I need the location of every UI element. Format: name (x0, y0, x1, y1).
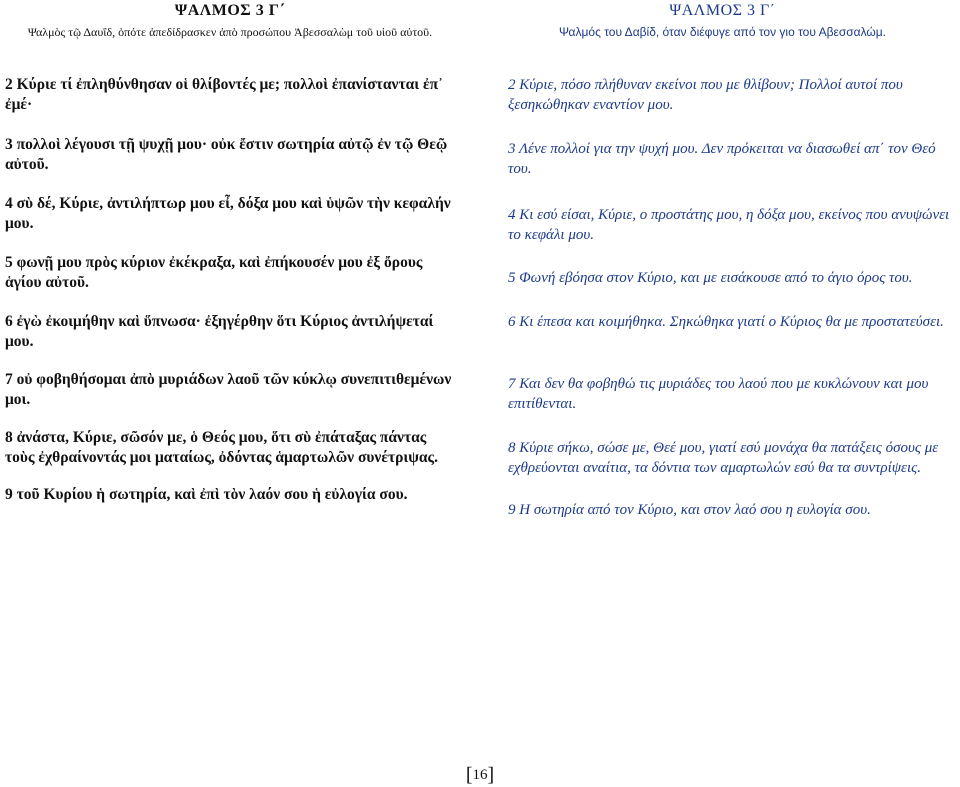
psalm-subtitle-ancient: Ψαλμὸς τῷ Δαυΐδ, ὁπότε ἀπεδίδρασκεν ἀπὸ προσώπου Ἀβεσσαλὼμ τοῦ υἱοῦ αὐτοῦ. (27, 25, 433, 39)
verse-7-ancient: 7 οὐ φοβηθήσομαι ἀπὸ μυριάδων λαοῦ τῶν κύκλῳ συνεπιτιθεμένων μοι. (5, 371, 452, 408)
psalm-title-ancient: ΨΑΛΜΟΣ 3 Γ΄ (174, 2, 286, 19)
psalm-subtitle-modern: Ψαλμός του Δαβίδ, όταν διέφυγε από τον γιο του Αβεσσαλώμ. (558, 25, 887, 39)
modern-greek-column (490, 0, 955, 518)
verse-6-ancient: 6 ἐγὼ ἐκοιμήθην καὶ ὕπνωσα· ἐξηγέρθην ὅτι Κύριος ἀντιλήψεταί μου. (5, 313, 434, 350)
verse-2-ancient: 2 Κύριε τί ἐπληθύνθησαν οἱ θλίβοντές με; πολλοὶ ἐπανίστανται ἐπ᾿ ἐμέ· (5, 76, 444, 113)
verse-2-modern: 2 Κύριε, πόσο πλήθυναν εκείνοι που με θλίβουν; Πολλοί αυτοί που ξεσηκώθηκαν εναντίον μου. (508, 77, 903, 113)
verse-8-ancient: 8 ἀνάστα, Κύριε, σῶσόν με, ὁ Θεός μου, ὅτι σὺ ἐπάταξας πάντας τοὺς ἐχθραίνοντάς μοι ματαίως, ὀδόντας ἁμαρτωλῶν συνέτριψας. (5, 429, 438, 466)
page-number-value: 16 (472, 767, 488, 783)
verse-4-ancient: 4 σὺ δέ, Κύριε, ἀντιλήπτωρ μου εἶ, δόξα μου καὶ ὑψῶν τὴν κεφαλήν μου. (5, 195, 451, 232)
verse-4-modern: 4 Κι εσύ είσαι, Κύριε, ο προστάτης μου, η δόξα μου, εκείνος που ανυψώνει το κεφάλι μου. (508, 207, 950, 243)
psalm-title-modern: ΨΑΛΜΟΣ 3 Γ΄ (669, 2, 776, 19)
verse-6-modern: 6 Κι έπεσα και κοιμήθηκα. Σηκώθηκα γιατί ο Κύριος θα με προστατεύσει. (508, 314, 944, 330)
verse-5-modern: 5 Φωνή εβόησα στον Κύριο, και με εισάκουσε από το άγιο όρος του. (508, 270, 913, 286)
page-number-close-bracket: ] (487, 764, 495, 786)
verse-8-modern: 8 Κύριε σήκω, σώσε με, Θεέ μου, γιατί εσύ μονάχα θα πατάξεις όσους με εχθρεύονται αναίτια, τα δόντια των αμαρτωλών εσύ θα τα συντρίψεις. (508, 440, 939, 476)
verse-9-modern: 9 Η σωτηρία από τον Κύριο, και στον λαό σου η ευλογία σου. (508, 502, 871, 518)
page-number (0, 764, 960, 787)
verse-7-modern: 7 Και δεν θα φοβηθώ τις μυριάδες του λαού που με κυκλώνουν και μου επιτίθενται. (508, 376, 929, 412)
verse-3-modern: 3 Λένε πολλοί για την ψυχή μου. Δεν πρόκειται να διασωθεί απ΄ τον Θεό του. (508, 141, 936, 177)
page-number-open-bracket: [ (465, 764, 473, 786)
ancient-greek-column (0, 0, 460, 503)
ancient-greek-header (0, 2, 460, 40)
verse-3-ancient: 3 πολλοὶ λέγουσι τῇ ψυχῇ μου· οὐκ ἔστιν σωτηρία αὐτῷ ἐν τῷ Θεῷ αὐτοῦ. (5, 136, 448, 173)
modern-greek-header (490, 2, 955, 39)
verse-9-ancient: 9 τοῦ Κυρίου ἡ σωτηρία, καὶ ἐπὶ τὸν λαόν σου ἡ εὐλογία σου. (5, 486, 408, 503)
verse-5-ancient: 5 φωνῇ μου πρὸς κύριον ἐκέκραξα, καὶ ἐπήκουσέν μου ἐξ ὄρους ἁγίου αὐτοῦ. (5, 254, 423, 291)
